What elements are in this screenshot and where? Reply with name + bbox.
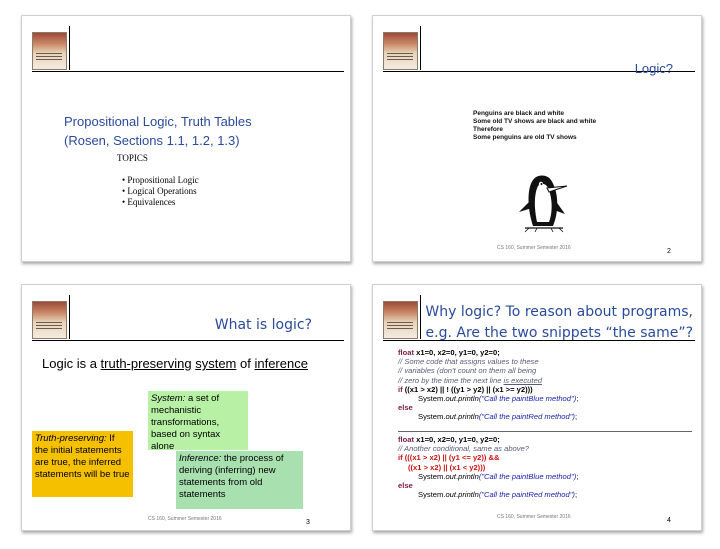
def-term-system: system: [195, 356, 237, 371]
code-line: if (((x1 > x2) || (y1 <= y2)) &&: [398, 453, 500, 463]
title-line-1: Propositional Logic, Truth Tables: [64, 114, 252, 129]
def-term-inference: inference: [254, 356, 308, 371]
code-comment: // zero by the time the next line is executed: [398, 375, 542, 385]
slide-footer: CS 160, Summer Semester 2016: [497, 514, 571, 520]
code-line: float x1=0, x2=0, y1=0, y2=0;: [398, 348, 500, 357]
code-line: System.out.println("Call the paintRed method");: [418, 490, 578, 500]
code-snippet-1: [398, 348, 578, 422]
box-label: Inference:: [179, 453, 222, 464]
code-line: System.out.println("Call the paintBlue method");: [418, 471, 579, 481]
def-text: Logic is a: [42, 356, 101, 371]
header-vertical-rule: [420, 295, 421, 339]
topics-list: [122, 175, 199, 208]
box-label: System:: [151, 393, 186, 404]
book-cover-icon: [32, 301, 67, 339]
box-label: Truth-preserving:: [35, 433, 107, 444]
slide-4: [372, 284, 702, 531]
def-text: of: [236, 356, 255, 371]
slide-3-title: What is logic?: [214, 317, 312, 333]
slide-2: [372, 15, 702, 262]
code-snippet-2: [398, 435, 578, 499]
snippet-divider: [398, 431, 692, 432]
slide-1: [21, 15, 351, 262]
header-vertical-rule: [420, 26, 421, 70]
slide-1-title: [64, 112, 252, 150]
list-item: • Equivalences: [122, 197, 199, 208]
caption-line: Some penguins are old TV shows: [473, 134, 577, 141]
book-cover-icon: [383, 32, 418, 70]
inference-box: [176, 451, 303, 509]
slide-footer: CS 160, Summer Semester 2016: [148, 516, 222, 522]
book-cover-icon: [32, 32, 67, 70]
slide-4-title: [425, 302, 693, 344]
title-line-1: Why logic? To reason about programs,: [425, 304, 693, 320]
logic-definition: [42, 356, 308, 371]
slide-3: [21, 284, 351, 531]
code-line: else: [398, 403, 413, 413]
code-line: ((x1 > x2) || (x1 < y2))): [408, 462, 486, 472]
code-line: if ((x1 > x2) || ! ((y1 > y2) || (x1 >= y2))): [398, 384, 533, 394]
system-box: [148, 391, 248, 450]
code-comment: // variables (don't count on them all being: [398, 366, 537, 376]
truth-preserving-box: [32, 431, 133, 497]
header-vertical-rule: [69, 295, 70, 339]
list-item: • Propositional Logic: [122, 175, 199, 186]
caption-line: Penguins are black and white: [473, 110, 565, 117]
penguin-icon: [467, 104, 617, 236]
code-line: System.out.println("Call the paintRed method");: [418, 412, 578, 422]
code-comment: // Some code that assigns values to these: [398, 357, 539, 367]
slide-footer: CS 160, Summer Semester 2016: [497, 245, 571, 251]
code-line: float x1=0, x2=0, y1=0, y2=0;: [398, 435, 500, 444]
page-number: 3: [306, 519, 310, 526]
header-horizontal-rule: [32, 340, 344, 341]
header-horizontal-rule: [32, 71, 344, 72]
def-term-truth: truth-preserving: [100, 356, 192, 371]
penguin-cartoon: [467, 104, 617, 236]
page-number: 2: [667, 248, 671, 255]
topics-label: TOPICS: [117, 153, 148, 163]
caption-line: Therefore: [473, 126, 503, 133]
code-line: System.out.println("Call the paintBlue method");: [418, 394, 579, 404]
book-cover-icon: [383, 301, 418, 339]
page-number: 4: [667, 517, 671, 524]
slide-2-title: Logic?: [634, 61, 673, 76]
caption-line: Some old TV shows are black and white: [473, 118, 597, 125]
box-text: a set of mechanistic transformations, based on syntax alone: [151, 393, 221, 452]
title-line-2: e.g. Are the two snippets “the same”?: [425, 325, 693, 341]
list-item: • Logical Operations: [122, 186, 199, 197]
code-line: else: [398, 481, 413, 491]
code-comment: // Another conditional, same as above?: [398, 444, 530, 454]
title-line-2: (Rosen, Sections 1.1, 1.2, 1.3): [64, 133, 240, 148]
box-text: If the initial statements are true, the inferred statements will be true: [35, 433, 130, 480]
header-vertical-rule: [69, 26, 70, 70]
box-text: the process of deriving (inferring) new statements from old statements: [179, 453, 284, 500]
